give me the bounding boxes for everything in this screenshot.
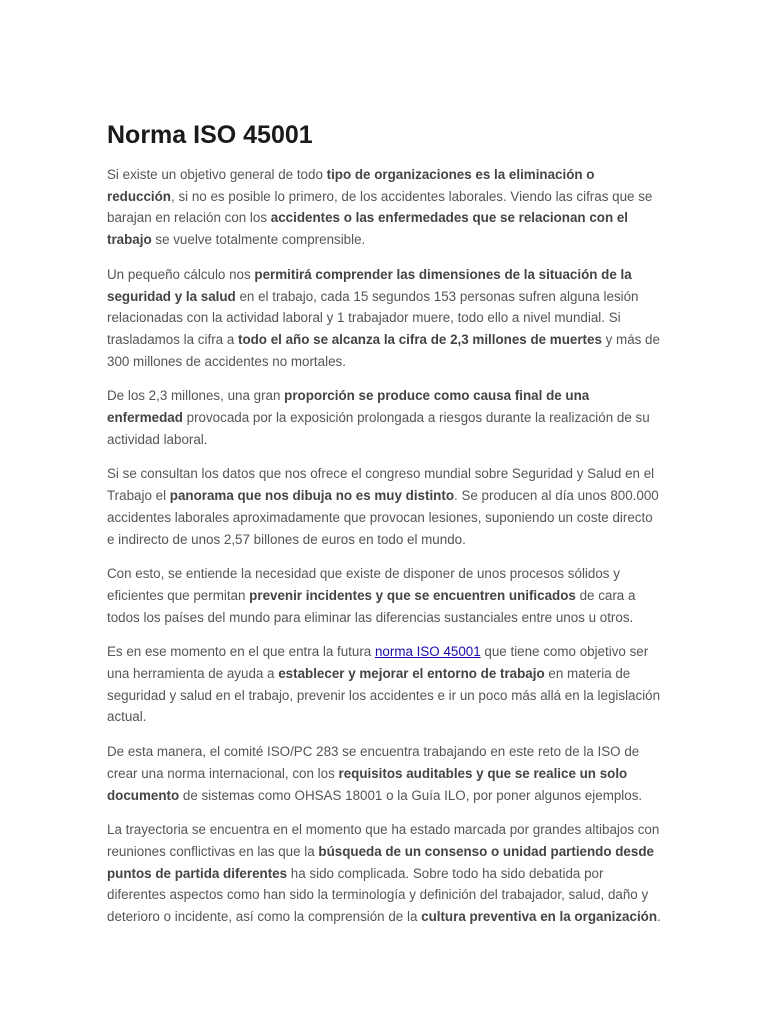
text-run: y más de 300 millones de accidentes no mortales.: [107, 331, 660, 369]
paragraph: [107, 741, 663, 806]
paragraph: [107, 463, 663, 550]
paragraph: [107, 264, 663, 373]
iso-45001-link[interactable]: norma ISO 45001: [374, 644, 481, 660]
text-run: se vuelve totalmente comprensible.: [151, 232, 366, 248]
text-run: en materia de seguridad y salud en el trabajo, prevenir los accidentes e ir un poco más allá en la legislación actual.: [107, 666, 661, 725]
text-run: De esta manera, el comité ISO/PC 283 se encuentra trabajando en este reto de la ISO de crear una norma internacional, con los: [107, 744, 640, 781]
text-run: De los 2,3 millones, una gran: [107, 388, 285, 404]
paragraph: [107, 641, 663, 728]
text-run: .: [657, 909, 661, 925]
text-run: Si se consultan los datos que nos ofrece el congreso mundial sobre Seguridad y Salud en el Trabajo el: [107, 466, 655, 504]
text-run: que tiene como objetivo ser una herramienta de ayuda a: [107, 644, 649, 682]
page-title: Norma ISO 45001: [107, 121, 313, 149]
paragraph: [107, 164, 663, 251]
bold-text: tipo de organizaciones es la eliminación o reducción: [107, 167, 595, 204]
text-run: Con esto, se entiende la necesidad que existe de disponer de unos procesos sólidos y eficientes que permitan: [107, 566, 620, 603]
text-run: . Se producen al día unos 800.000 accidentes laborales aproximadamente que provocan lesiones, suponiendo un coste directo e indirecto de unos 2,57 billones de euros en todo el mundo.: [107, 488, 659, 547]
document-page: [107, 118, 663, 941]
bold-text: prevenir incidentes y que se encuentren unificados: [249, 587, 576, 603]
text-run: Si existe un objetivo general de todo: [107, 167, 327, 182]
bold-text: todo el año se alcanza la cifra de 2,3 millones de muertes: [237, 331, 602, 347]
bold-text: proporción se produce como causa final de una enfermedad: [107, 388, 590, 426]
paragraph: [107, 385, 663, 450]
paragraph: [107, 819, 663, 928]
text-run: La trayectoria se encuentra en el momento que ha estado marcada por grandes altibajos con reuniones conflictivas en las que la: [107, 822, 660, 859]
text-run: ha sido complicada. Sobre todo ha sido debatida por diferentes aspectos como han sido la terminología y definición del trabajador, salud, daño y deterioro o incidente, así como la comprensión de la: [107, 865, 649, 925]
bold-text: cultura preventiva en la organización: [421, 909, 658, 925]
bold-text: requisitos auditables y que se realice un solo documento: [107, 765, 628, 803]
bold-text: permitirá comprender las dimensiones de la situación de la seguridad y la salud: [107, 266, 632, 304]
text-run: de sistemas como OHSAS 18001 o la Guía ILO, por poner algunos ejemplos.: [179, 787, 643, 803]
bold-text: accidentes o las enfermedades que se relacionan con el trabajo: [107, 210, 629, 248]
text-run: Un pequeño cálculo nos: [107, 266, 255, 282]
article-body: [107, 164, 663, 928]
text-run: Es en ese momento en el que entra la futura: [107, 644, 375, 660]
text-run: provocada por la exposición prolongada a riesgos durante la realización de su actividad laboral.: [107, 410, 650, 447]
bold-text: establecer y mejorar el entorno de trabajo: [278, 666, 545, 682]
bold-text: búsqueda de un consenso o unidad partiendo desde puntos de partida diferentes: [107, 843, 654, 881]
bold-text: panorama que nos dibuja no es muy distinto: [169, 488, 454, 504]
text-run: , si no es posible lo primero, de los accidentes laborales. Viendo las cifras que se barajan en relación con los: [107, 188, 653, 226]
text-run: de cara a todos los países del mundo para eliminar las diferencias sustanciales entre unos u otros.: [107, 587, 636, 625]
paragraph: [107, 563, 663, 628]
text-run: en el trabajo, cada 15 segundos 153 personas sufren alguna lesión relacionadas con la actividad laboral y 1 trabajador muere, todo ello a nivel mundial. Si trasladamos la cifra a: [107, 288, 639, 347]
